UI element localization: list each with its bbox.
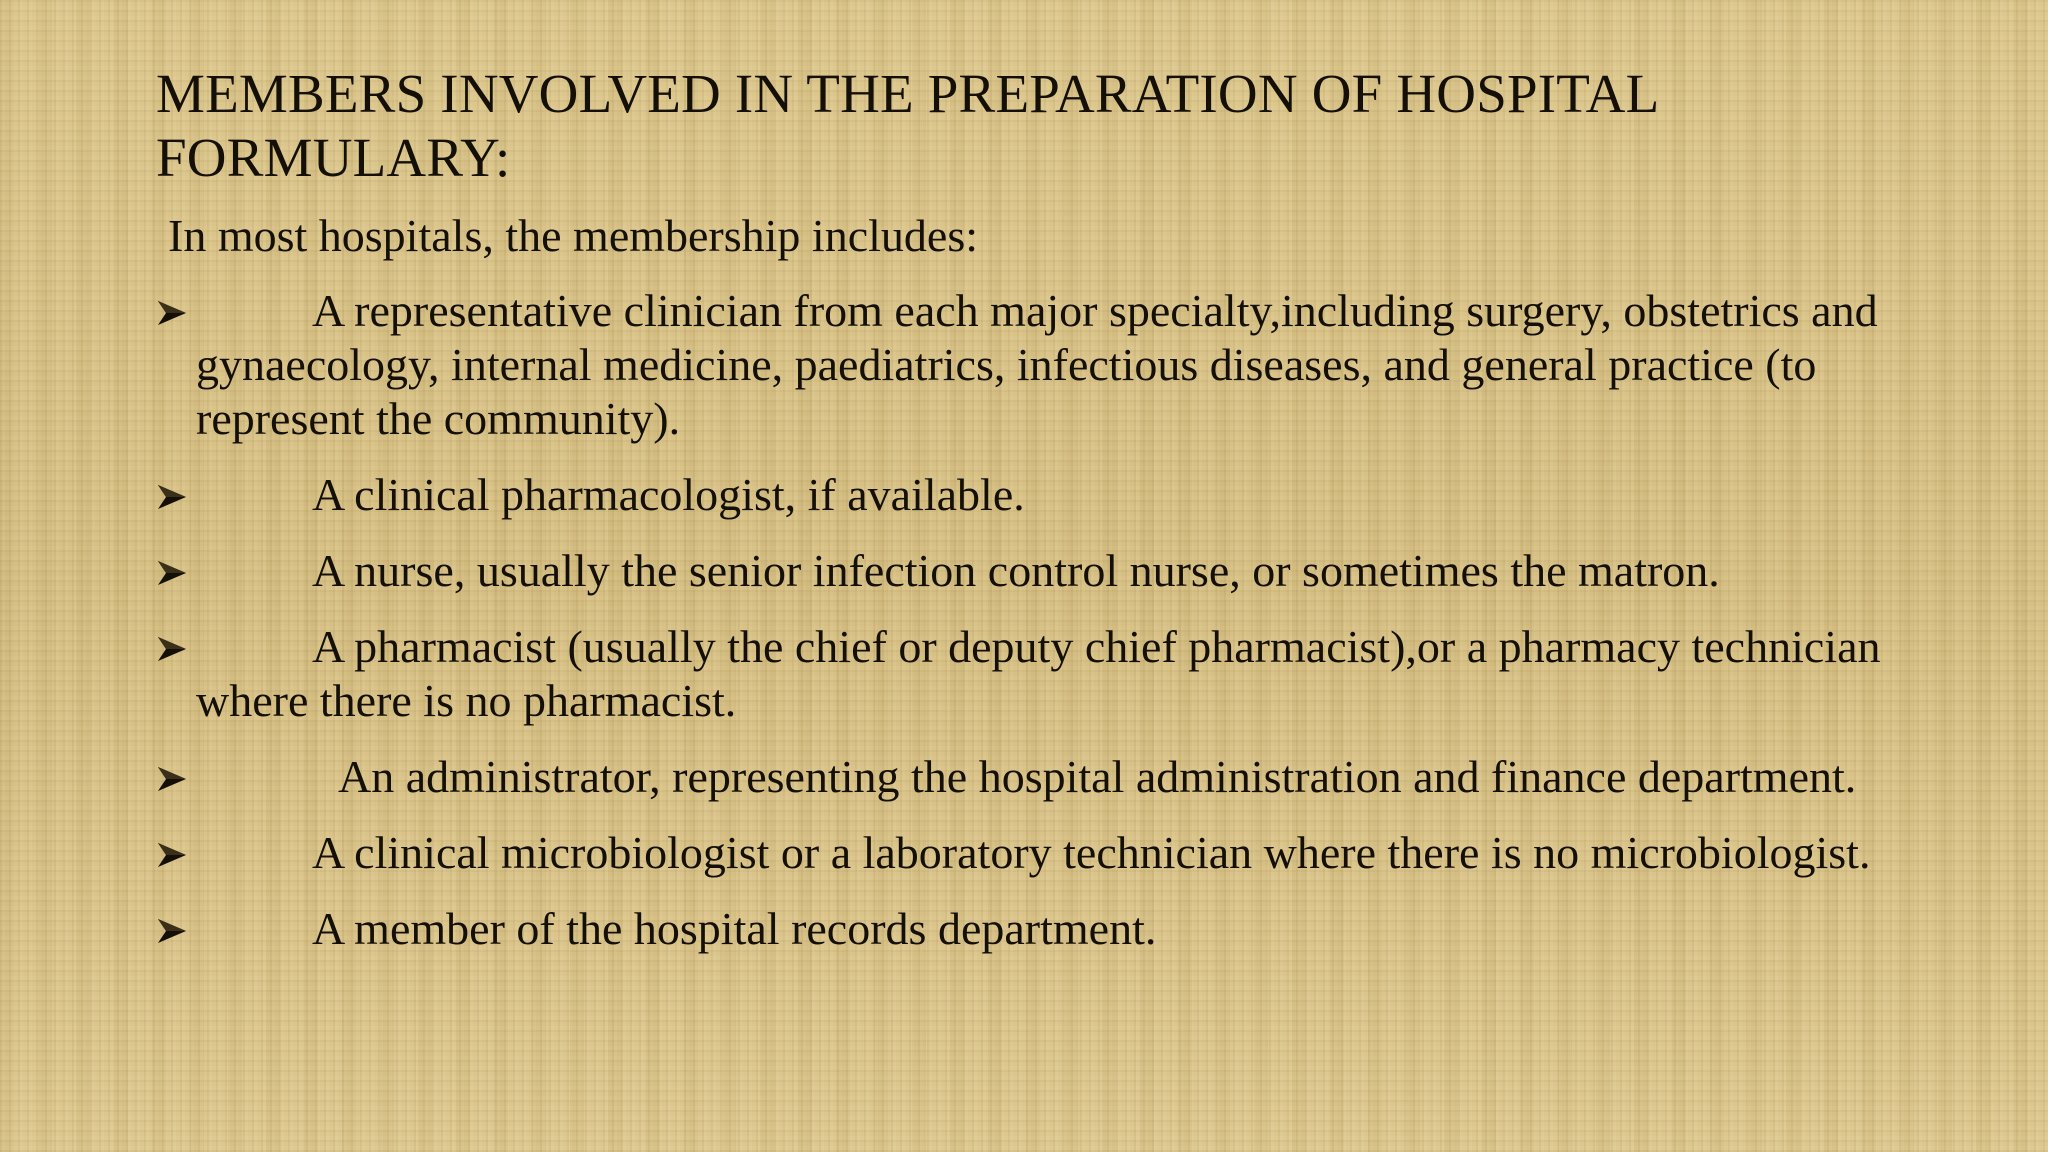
list-item — [156, 620, 1916, 728]
arrowhead-bullet-icon — [156, 635, 188, 663]
list-item — [156, 750, 1916, 804]
arrowhead-bullet-icon — [156, 299, 188, 327]
list-item-text: A pharmacist (usually the chief or deputy chief pharmacist),or a pharmacy technician where there is no pharmacist. — [196, 621, 1881, 726]
list-item — [156, 544, 1916, 598]
list-item-text: A representative clinician from each major specialty,including surgery, obstetrics and gynaecology, internal medicine, paediatrics, infectious diseases, and general practice (to represent the community). — [196, 285, 1878, 444]
arrowhead-bullet-icon — [156, 917, 188, 945]
list-item-text: A clinical pharmacologist, if available. — [312, 469, 1025, 520]
list-item-text: A member of the hospital records department. — [312, 903, 1157, 954]
list-item-text: A clinical microbiologist or a laboratory technician where there is no microbiologist. — [312, 827, 1871, 878]
arrowhead-bullet-icon — [156, 841, 188, 869]
list-item — [156, 902, 1916, 956]
list-item — [156, 826, 1916, 880]
arrowhead-bullet-icon — [156, 765, 188, 793]
arrowhead-bullet-icon — [156, 559, 188, 587]
list-item — [156, 468, 1916, 522]
member-list — [156, 284, 1916, 978]
intro-text: In most hospitals, the membership includes: — [168, 210, 979, 261]
arrowhead-bullet-icon — [156, 483, 188, 511]
list-item — [156, 284, 1916, 446]
list-item-text: An administrator, representing the hospital administration and finance department. — [338, 751, 1857, 802]
list-item-text: A nurse, usually the senior infection control nurse, or sometimes the matron. — [312, 545, 1720, 596]
slide-title: MEMBERS INVOLVED IN THE PREPARATION OF HOSPITAL FORMULARY: — [156, 63, 1658, 188]
